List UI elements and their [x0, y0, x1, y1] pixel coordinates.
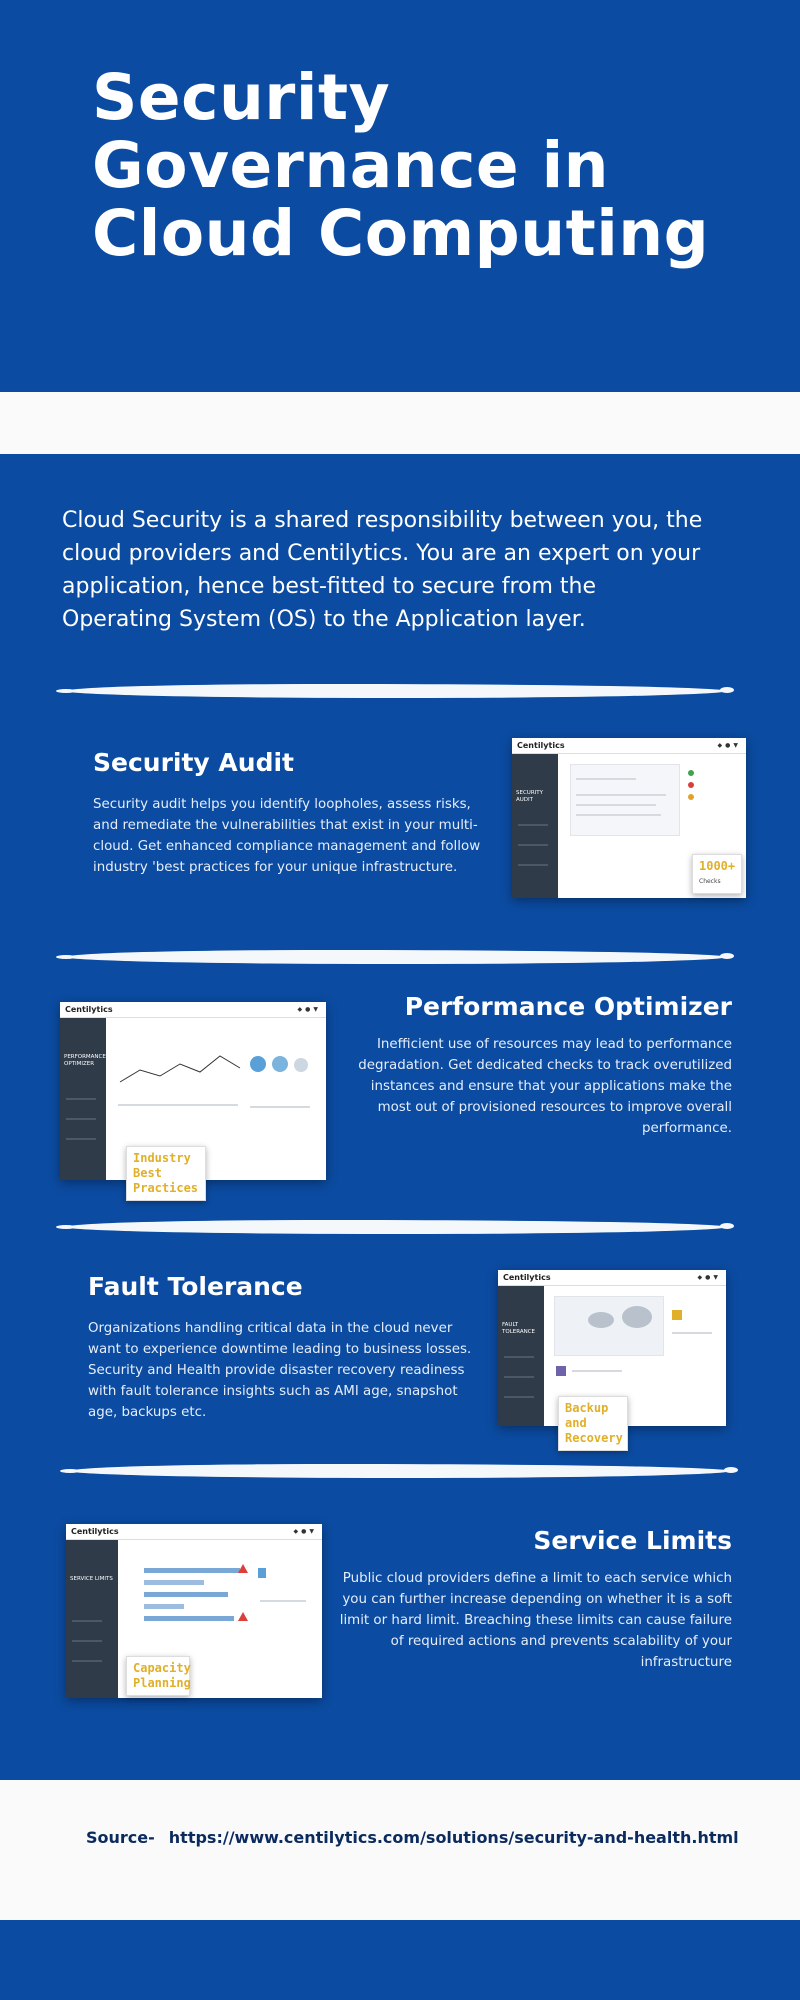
security-audit-title: Security Audit [93, 748, 294, 777]
bottom-paint-band [0, 1780, 800, 1920]
toolbar-icons: ◆●▼ [697, 1274, 721, 1281]
service-limits-text: Public cloud providers define a limit to each service which you can further increase depending on whether it is a soft limit or hard limit. Breaching these limits can cause failure of required actions and prevents scalability of your infrastructure [339, 1571, 732, 1670]
fault-tolerance-screenshot [498, 1270, 726, 1445]
security-audit-screenshot [512, 738, 746, 898]
fault-tolerance-title: Fault Tolerance [88, 1272, 303, 1301]
service-limits-title: Service Limits [533, 1526, 732, 1555]
shot-logo: Centilytics [71, 1527, 119, 1536]
shot-sidebar [498, 1286, 544, 1426]
shot-tab-label: PERFORMANCE OPTIMIZER [64, 1054, 106, 1067]
source-link[interactable]: https://www.centilytics.com/solutions/security-and-health.html [168, 1828, 739, 1847]
shot-sidebar [60, 1018, 106, 1180]
divider-brush-3 [66, 1220, 726, 1234]
shot-tab-label: SERVICE LIMITS [70, 1576, 113, 1582]
shot-sidebar [66, 1540, 118, 1698]
performance-optimizer-text: Inefficient use of resources may lead to performance degradation. Get dedicated checks to track overutilized instances and ensure that your applications make the most out of provisioned resources to improve overall performance. [358, 1037, 732, 1136]
service-limits-screenshot [66, 1524, 322, 1698]
shot-tab-label: SECURITY AUDIT [516, 790, 543, 803]
shot-logo: Centilytics [503, 1273, 551, 1282]
security-audit-text: Security audit helps you identify loopholes, assess risks, and remediate the vulnerabilities that exist in your multi-cloud. Get enhanced compliance management and follow industry 'best practices for your unique infrastructure. [93, 797, 481, 875]
toolbar-icons: ◆●▼ [717, 742, 741, 749]
toolbar-icons: ◆●▼ [293, 1528, 317, 1535]
performance-optimizer-title: Performance Optimizer [404, 992, 732, 1021]
divider-brush-1 [66, 684, 726, 698]
top-paint-band [0, 392, 800, 454]
divider-brush-4 [70, 1464, 730, 1478]
badge-value: 1000+ [699, 859, 736, 873]
performance-optimizer-badge: Industry Best Practices [126, 1146, 206, 1201]
fault-tolerance-text: Organizations handling critical data in the cloud never want to experience downtime leading to business losses. Security and Health provide disaster recovery readiness with fault tolerance insights such as AMI age, snapshot age, backups etc. [88, 1321, 472, 1420]
badge-sub: Checks [699, 878, 721, 885]
line-graph [118, 1042, 248, 1092]
toolbar-icons: ◆●▼ [297, 1006, 321, 1013]
source-label: Source- [86, 1828, 155, 1847]
service-limits-badge: Capacity Planning [126, 1656, 190, 1696]
performance-optimizer-screenshot [60, 1002, 326, 1195]
page-title: Security Governance in Cloud Computing [92, 61, 710, 270]
fault-tolerance-badge: Backup and Recovery [558, 1396, 628, 1451]
intro-text: Cloud Security is a shared responsibility between you, the cloud providers and Centilytics. You are an expert on your application, hence best-fitted to secure from the Operating System (OS) to the Application layer. [62, 508, 703, 632]
shot-logo: Centilytics [65, 1005, 113, 1014]
source-line [86, 1828, 739, 1847]
shot-logo: Centilytics [517, 741, 565, 750]
shot-tab-label: FAULT TOLERANCE [502, 1322, 536, 1335]
security-audit-badge [692, 854, 742, 894]
shot-sidebar [512, 754, 558, 898]
divider-brush-2 [66, 950, 726, 964]
